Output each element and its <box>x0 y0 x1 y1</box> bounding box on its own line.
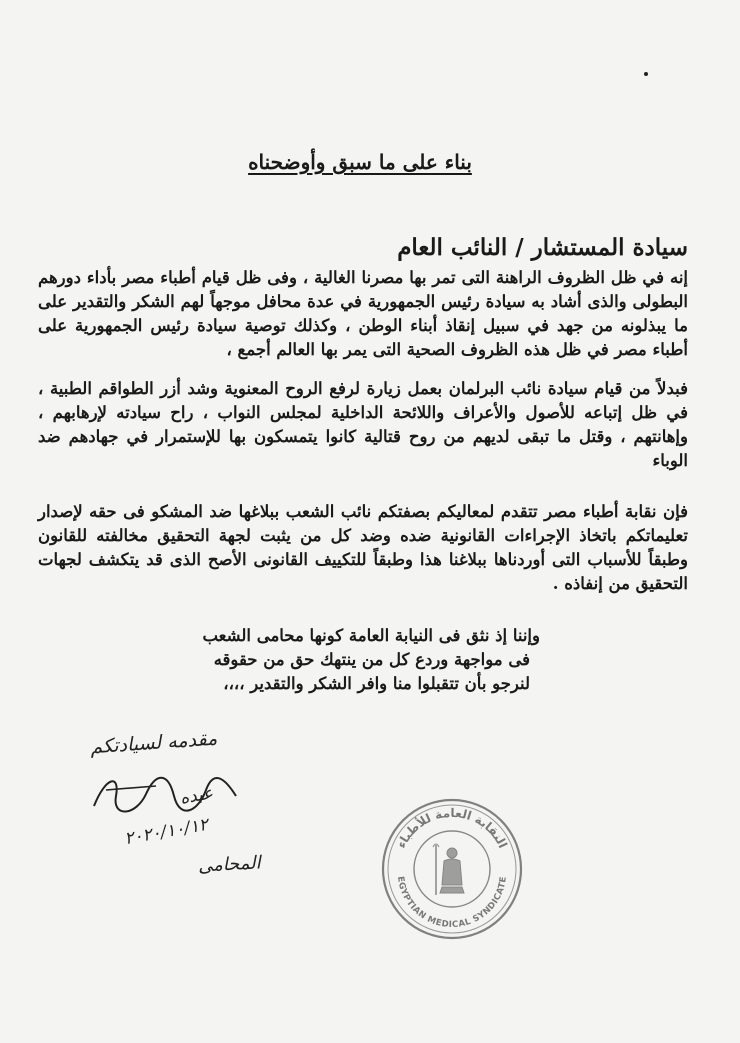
signature-scrawl <box>86 766 246 826</box>
addressee: سيادة المستشار / النائب العام <box>397 234 688 261</box>
closing-line-1: وإننا إذ نثق فى النيابة العامة كونها محامى الشعب <box>202 626 540 645</box>
signature-title: المحامى <box>197 852 262 877</box>
closing-line-3: لنرجو بأن تتقبلوا منا وافر الشكر والتقدير ،،،، <box>223 674 530 693</box>
seal-english-text: EGYPTIAN MEDICAL SYNDICATE <box>395 875 509 931</box>
paragraph-3: فإن نقابة أطباء مصر تتقدم لمعاليكم بصفتكم نائب الشعب ببلاغها ضد المشكو فى حقه لإصدار تعليماتكم باتخاذ الإجراءات القانونية ضده وضد كل من يثبت لجهة التحقيق مخالفته للقانون وطبقاً للأسباب التى أوردناها ببلاغنا هذا وطبقاً للتكييف القانونى الأصح الذى قد يتكشف لجهات التحقيق من إنفاذه . <box>38 502 688 593</box>
signature-date: ٢٠٢٠/١٠/١٢ <box>122 814 210 850</box>
closing-block <box>202 624 540 696</box>
signature-line-1: مقدمه لسيادتكم <box>89 727 218 759</box>
speck <box>644 72 648 76</box>
closing-line-2: فى مواجهة وردع كل من ينتهك حق من حقوقه <box>213 650 530 669</box>
signature-block <box>80 727 310 890</box>
paragraph-1: إنه في ظل الظروف الراهنة التى تمر بها مصرنا الغالية ، وفى ظل قيام أطباء مصر بأداء دورهم البطولى والذى أشاد به سيادة رئيس الجمهورية في عدة محافل موجهاً لهم الشكر والتقدير على ما يبذلونه من جهد في سبيل إنقاذ أبناء الوطن ، وكذلك توصية سيادة رئيس الجمهورية على أطباء مصر في ظل هذه الظروف الصحية التى يمر بها العالم أجمع ، <box>38 268 688 359</box>
document-heading: بناء على ما سبق وأوضحناه <box>248 150 472 174</box>
syndicate-seal <box>378 797 526 941</box>
seal-arabic-text: النقابة العامة للأطباء <box>394 805 511 851</box>
signature-line-2: عبده <box>178 783 215 809</box>
paragraph-2: فبدلاً من قيام سيادة نائب البرلمان بعمل زيارة لرفع الروح المعنوية وشد أزر الطواقم الطبية ، في ظل إتباعه للأصول والأعراف واللائحة الداخلية لمجلس النواب ، راح سيادته لإرهابهم ، وإهانتهم ، وقتل ما تبقى لديهم من روح قتالية كانوا يتمسكون بها للإستمرار في جهادهم ضد الوباء <box>38 379 688 470</box>
